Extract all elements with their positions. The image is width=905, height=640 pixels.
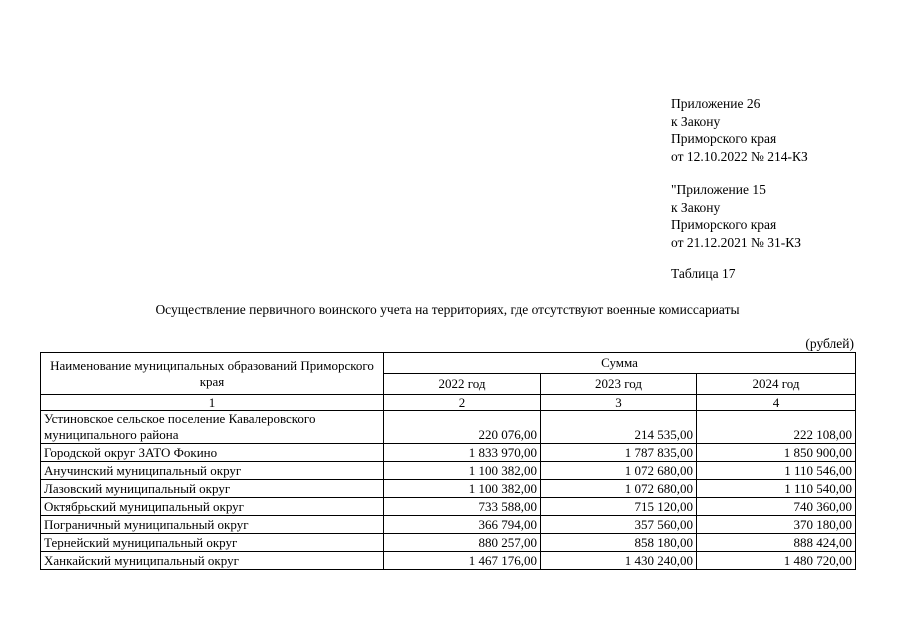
amount-2024: 888 424,00 (697, 534, 856, 552)
table-number: Таблица 17 (671, 266, 736, 281)
amount-2023: 1 072 680,00 (541, 480, 697, 498)
header-sum: Сумма (384, 353, 856, 374)
appendix-26-block (671, 95, 808, 165)
amount-2022: 366 794,00 (384, 516, 541, 534)
amount-2022: 220 076,00 (384, 411, 541, 444)
table-row (41, 462, 856, 480)
amount-2022: 733 588,00 (384, 498, 541, 516)
municipality-name: Городской округ ЗАТО Фокино (41, 444, 384, 462)
appendix-line: к Закону (671, 113, 721, 129)
amount-2023: 858 180,00 (541, 534, 697, 552)
amount-2024: 1 110 546,00 (697, 462, 856, 480)
amount-2022: 1 100 382,00 (384, 480, 541, 498)
amount-2023: 1 787 835,00 (541, 444, 697, 462)
funding-table (40, 352, 856, 570)
amount-2022: 1 100 382,00 (384, 462, 541, 480)
appendix-line: к Закону (671, 199, 721, 215)
column-number: 4 (697, 395, 856, 411)
column-number-row (41, 395, 856, 411)
table-row (41, 444, 856, 462)
amount-2022: 880 257,00 (384, 534, 541, 552)
appendix-15-block (671, 181, 801, 251)
table-row (41, 498, 856, 516)
amount-2022: 1 467 176,00 (384, 552, 541, 570)
municipality-name: Лазовский муниципальный округ (41, 480, 384, 498)
table-row (41, 411, 856, 444)
table-row (41, 534, 856, 552)
table-row (41, 480, 856, 498)
amount-2024: 1 110 540,00 (697, 480, 856, 498)
amount-2024: 1 480 720,00 (697, 552, 856, 570)
appendix-line: Приложение 26 (671, 96, 761, 111)
table-row (41, 516, 856, 534)
municipality-name: Пограничный муниципальный округ (41, 516, 384, 534)
appendix-line: от 21.12.2021 № 31-КЗ (671, 234, 801, 250)
amount-2023: 214 535,00 (541, 411, 697, 444)
amount-2022: 1 833 970,00 (384, 444, 541, 462)
municipality-name: Ханкайский муниципальный округ (41, 552, 384, 570)
appendix-line: от 12.10.2022 № 214-КЗ (671, 148, 808, 164)
amount-2023: 357 560,00 (541, 516, 697, 534)
municipality-name: Анучинский муниципальный округ (41, 462, 384, 480)
appendix-line: Приморского края (671, 217, 777, 232)
municipality-name: Октябрьский муниципальный округ (41, 498, 384, 516)
appendix-line: Приморского края (671, 131, 777, 146)
amount-2023: 715 120,00 (541, 498, 697, 516)
municipality-name: Тернейский муниципальный округ (41, 534, 384, 552)
amount-2023: 1 430 240,00 (541, 552, 697, 570)
amount-2024: 370 180,00 (697, 516, 856, 534)
header-year-2024: 2024 год (697, 374, 856, 395)
column-number: 2 (384, 395, 541, 411)
units-label: (рублей) (805, 336, 854, 351)
table-row (41, 552, 856, 570)
appendix-line: "Приложение 15 (671, 182, 766, 197)
document-title: Осуществление первичного воинского учета на территориях, где отсутствуют военные комиссариаты (155, 302, 740, 317)
header-year-2023: 2023 год (541, 374, 697, 395)
amount-2023: 1 072 680,00 (541, 462, 697, 480)
amount-2024: 1 850 900,00 (697, 444, 856, 462)
municipality-name: Устиновское сельское поселение Кавалеровского муниципального района (41, 411, 384, 444)
amount-2024: 740 360,00 (697, 498, 856, 516)
column-number: 3 (541, 395, 697, 411)
amount-2024: 222 108,00 (697, 411, 856, 444)
header-municipality: Наименование муниципальных образований Приморского края (41, 353, 384, 395)
header-year-2022: 2022 год (384, 374, 541, 395)
column-number: 1 (41, 395, 384, 411)
